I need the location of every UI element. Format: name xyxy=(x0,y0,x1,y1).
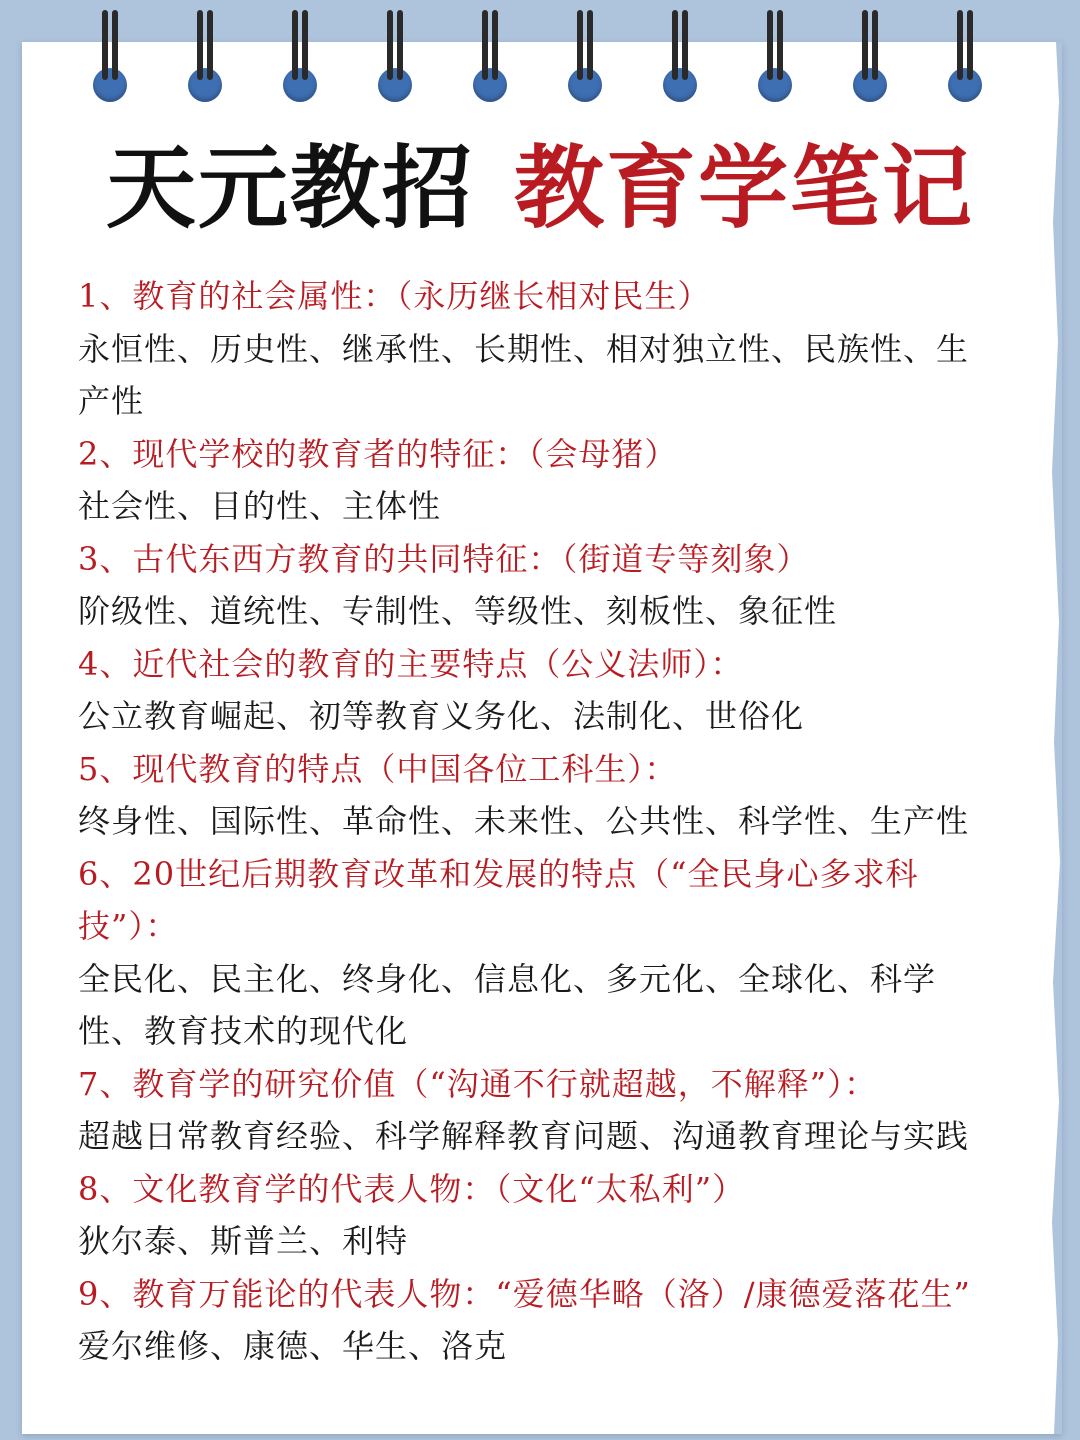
note-heading: 5、现代教育的特点（中国各位工科生）： xyxy=(78,749,678,788)
note-body: 性、教育技术的现代化 xyxy=(78,1012,409,1050)
title-brand: 天元教招 xyxy=(106,135,474,241)
spiral-binding xyxy=(0,0,1080,110)
binding-ring xyxy=(948,0,982,110)
paper-torn-edge xyxy=(1032,42,1062,1434)
note-body: 狄尔泰、斯普兰、利特 xyxy=(78,1222,409,1260)
note-heading: 技”）： xyxy=(78,907,179,945)
note-heading: 1、教育的社会属性：（永历继长相对民生） xyxy=(78,277,711,315)
note-heading: 6、20世纪后期教育改革和发展的特点（“全民身心多求科 xyxy=(78,854,919,893)
note-body: 终身性、国际性、革命性、未来性、公共性、科学性、生产性 xyxy=(78,802,970,840)
notes-content xyxy=(78,270,1008,1373)
page-title xyxy=(0,128,1080,248)
note-body: 公立教育崛起、初等教育义务化、法制化、世俗化 xyxy=(78,697,805,735)
binding-ring xyxy=(378,0,412,110)
note-body: 永恒性、历史性、继承性、长期性、相对独立性、民族性、生 xyxy=(78,329,970,368)
note-body: 超越日常教育经验、科学解释教育问题、沟通教育理论与实践 xyxy=(78,1117,970,1155)
binding-ring xyxy=(663,0,697,110)
note-heading: 8、文化教育学的代表人物：（文化“太私利”） xyxy=(78,1169,746,1208)
binding-ring xyxy=(568,0,602,110)
binding-ring xyxy=(758,0,792,110)
title-subject: 教育学笔记 xyxy=(514,135,974,241)
binding-ring xyxy=(93,0,127,110)
note-heading: 3、古代东西方教育的共同特征：（街道专等刻象） xyxy=(78,539,810,578)
note-body: 全民化、民主化、终身化、信息化、多元化、全球化、科学 xyxy=(78,959,937,998)
binding-ring xyxy=(188,0,222,110)
binding-ring xyxy=(473,0,507,110)
note-body: 产性 xyxy=(78,382,145,420)
note-body: 爱尔维修、康德、华生、洛克 xyxy=(78,1327,508,1365)
note-heading: 2、现代学校的教育者的特征：（会母猪） xyxy=(78,434,678,473)
binding-ring xyxy=(283,0,317,110)
binding-ring xyxy=(853,0,887,110)
note-body: 社会性、目的性、主体性 xyxy=(78,487,442,525)
note-heading: 7、教育学的研究价值（“沟通不行就超越，不解释”）： xyxy=(78,1064,878,1103)
note-heading: 9、教育万能论的代表人物：“爱德华略（洛）/康德爱落花生” xyxy=(78,1274,971,1313)
note-heading: 4、近代社会的教育的主要特点（公义法师）： xyxy=(78,644,744,683)
note-body: 阶级性、道统性、专制性、等级性、刻板性、象征性 xyxy=(78,592,838,630)
